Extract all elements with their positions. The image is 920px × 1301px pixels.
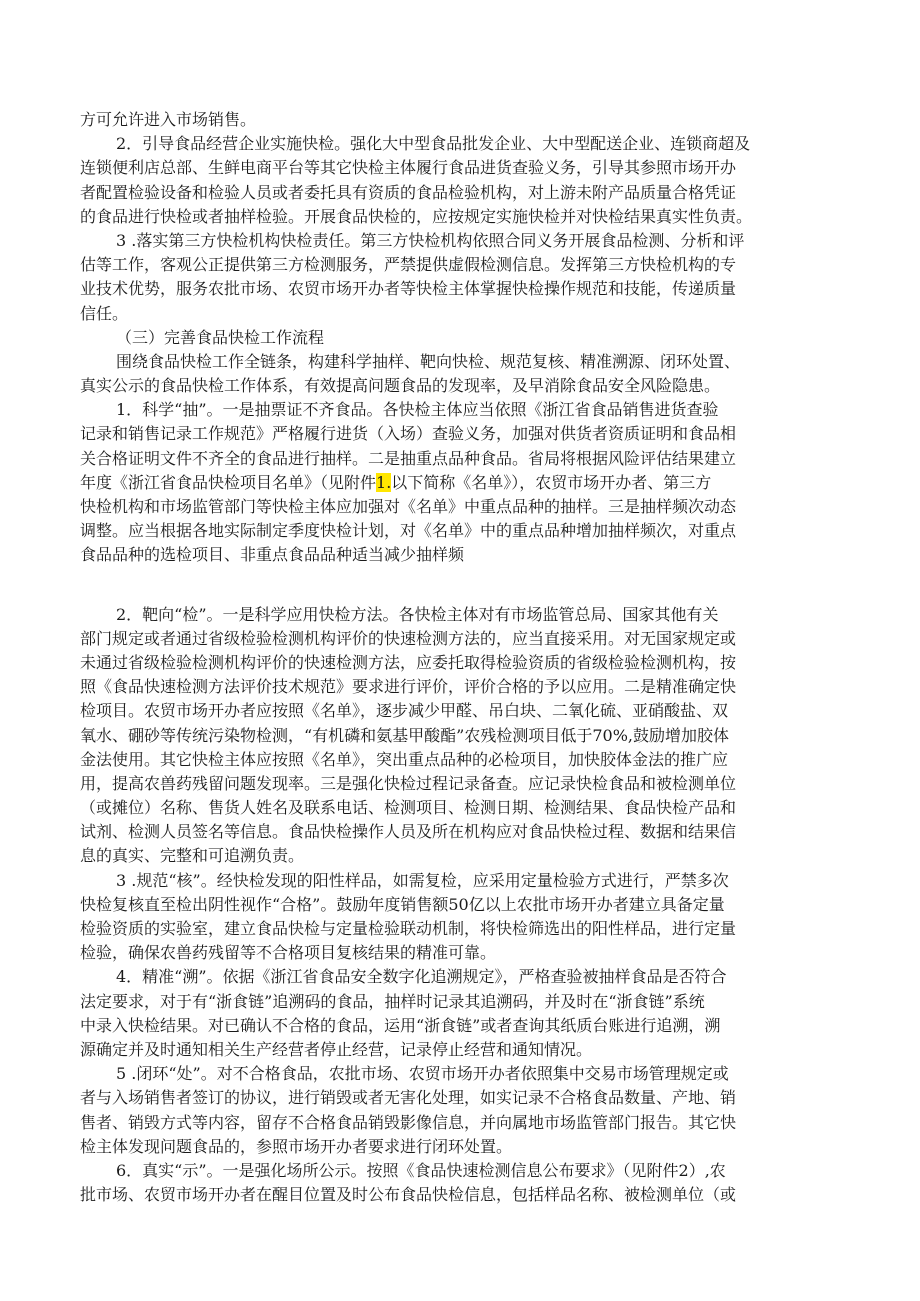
highlighted-text: 1.: [376, 472, 392, 492]
text-line: 2．靶向“检”。一是科学应用快检方法。各快检主体对有市场监管总局、国家其他有关: [116, 604, 719, 624]
paragraph-item-3-third-party: [80, 229, 848, 326]
text-line: 的食品进行快检或者抽样检验。开展食品快检的，应按规定实施快检并对快检结果真实性负责。: [80, 206, 753, 226]
text-line: 调整。应当根据各地实际制定季度快检计划，对《名单》中的重点品种增加抽样频次，对重点: [80, 521, 737, 541]
paragraph-item-6-publicity: [80, 1159, 848, 1207]
paragraph-item-2-targeted-testing: [80, 603, 848, 869]
paragraph-item-3-verification: [80, 869, 848, 966]
text-line: 用，提高农兽药残留问题发现率。三是强化快检过程记录备查。应记录快检食品和被检测单位: [80, 773, 737, 793]
text-line: 2．引导食品经营企业实施快检。强化大中型食品批发企业、大中型配送企业、连锁商超及: [116, 134, 751, 154]
text-line: 快检机构和市场监管部门等快检主体应加强对《名单》中重点品种的抽样。三是抽样频次动态: [80, 497, 737, 516]
text-line: 检验资质的实验室，建立食品快检与定量检验联动机制，将快检筛选出的阳性样品，进行定量: [80, 919, 737, 938]
text-line: 金法使用。其它快检主体应按照《名单》，突出重点品种的必检项目，加快胶体金法的推广应: [80, 749, 729, 769]
text-line-with-highlight: [80, 471, 848, 495]
text-line: （或摊位）名称、售货人姓名及联系电话、检测项目、检测日期、检测结果、食品快检产品和: [80, 798, 737, 818]
text-line: 试剂、检测人员签名等信息。食品快检操作人员及所在机构应对食品快检过程、数据和结果信: [80, 822, 737, 842]
document-page: [80, 108, 848, 1207]
paragraph-item-5-disposal: [80, 1062, 848, 1159]
text-line: 食品品种的选检项目、非重点食品品种适当减少抽样频: [80, 545, 465, 565]
section-heading: [80, 326, 848, 350]
text-line: 方可允许进入市场销售。: [80, 110, 257, 129]
text-line: 围绕食品快检工作全链条，构建科学抽样、靶向快检、规范复核、精准溯源、闭环处置、: [116, 351, 741, 371]
text-line: 5 .闭环“处”。对不合格食品，农批市场、农贸市场开办者依照集中交易市场管理规定或: [116, 1064, 729, 1084]
heading-text: （三）完善食品快检工作流程: [116, 327, 325, 347]
paragraph-continuation: [80, 108, 848, 132]
text-line: 4．精准“溯”。依据《浙江省食品安全数字化追溯规定》，严格查验被抽样食品是否符合: [116, 967, 727, 987]
text-line: 息的真实、完整和可追溯负责。: [80, 846, 305, 866]
text-line: 估等工作，客观公正提供第三方检测服务，严禁提供虚假检测信息。发挥第三方快检机构的专: [80, 255, 737, 275]
text-line: 未通过省级检验检测机构评价的快速检测方法，应委托取得检验资质的省级检验检测机构，按: [80, 652, 737, 672]
text-line: 3 .规范“核”。经快检发现的阳性样品，如需复检，应采用定量检验方式进行，严禁多次: [116, 870, 729, 890]
text-segment: 年度《浙江省食品快检项目名单》（见附件: [80, 472, 377, 492]
text-line: 检项目。农贸市场开办者应按照《名单》，逐步减少甲醛、吊白块、二氧化硫、亚硝酸盐、双: [80, 701, 729, 721]
paragraph-item-4-traceability: [80, 965, 848, 1062]
paragraph-workflow-intro: [80, 350, 848, 398]
text-line: 者配置检验设备和检验人员或者委托具有资质的食品检验机构，对上游未附产品质量合格凭证: [80, 182, 737, 202]
paragraph-item-2-guide-enterprises: [80, 132, 848, 229]
text-line: 3 .落实第三方快检机构快检责任。第三方快检机构依照合同义务开展食品检测、分析和评: [116, 230, 745, 250]
text-line: 连锁便利店总部、生鲜电商平台等其它快检主体履行食品进货查验义务，引导其参照市场开办: [80, 158, 737, 178]
text-line: 快检复核直至检出阴性视作“合格”。鼓励年度销售额50亿以上农批市场开办者建立具备定量: [80, 894, 725, 914]
text-line: 关合格证明文件不齐全的食品进行抽样。二是抽重点品种食品。省局将根据风险评估结果建立: [80, 448, 737, 468]
text-line: 1．科学“抽”。一是抽票证不齐食品。各快检主体应当依照《浙江省食品销售进货查验: [116, 400, 719, 420]
text-line: 真实公示的食品快检工作体系，有效提高问题食品的发现率，及早消除食品安全风险隐患。: [80, 376, 721, 396]
text-line: 记录和销售记录工作规范》严格履行进货（入场）查验义务，加强对供货者资质证明和食品相: [80, 424, 737, 444]
text-line: 者与入场销售者签订的协议，进行销毁或者无害化处理，如实记录不合格食品数量、产地、销: [80, 1088, 737, 1108]
text-line: 源确定并及时通知相关生产经营者停止经营，记录停止经营和通知情况。: [80, 1039, 593, 1059]
paragraph-item-1-sampling: [80, 398, 848, 567]
text-segment: 以下简称《名单》），农贸市场开办者、第三方: [391, 472, 712, 492]
text-line: 检验，确保农兽药残留等不合格项目复核结果的精准可靠。: [80, 943, 497, 963]
text-line: 售者、销毁方式等内容，留存不合格食品销毁影像信息，并向属地市场监管部门报告。其它快: [80, 1112, 737, 1132]
text-line: 照《食品快速检测方法评价技术规范》要求进行评价，评价合格的予以应用。二是精准确定快: [80, 677, 737, 697]
text-line: 氧水、硼砂等传统污染物检测，“有机磷和氨基甲酸酯”农残检测项目低于70%,鼓励增加胶体: [80, 725, 730, 745]
text-line: 检主体发现问题食品的，参照市场开办者要求进行闭环处置。: [80, 1136, 513, 1156]
text-line: 6．真实“示”。一是强化场所公示。按照《食品快速检测信息公布要求》（见附件2）,农: [116, 1160, 726, 1180]
paragraph-gap: [80, 568, 848, 603]
text-line: 中录入快检结果。对已确认不合格的食品，运用“浙食链”或者查询其纸质台账进行追溯，溯: [80, 1015, 721, 1035]
text-line: 批市场、农贸市场开办者在醒目位置及时公布食品快检信息，包括样品名称、被检测单位（或: [80, 1185, 737, 1205]
text-line: 部门规定或者通过省级检验检测机构评价的快速检测方法的，应当直接采用。对无国家规定或: [80, 628, 737, 648]
text-line: 法定要求，对于有“浙食链”追溯码的食品，抽样时记录其追溯码，并及时在“浙食链”系统: [80, 991, 705, 1011]
text-line: 业技术优势，服务农批市场、农贸市场开办者等快检主体掌握快检操作规范和技能，传递质量: [80, 279, 737, 299]
text-line: 信任。: [80, 303, 129, 323]
